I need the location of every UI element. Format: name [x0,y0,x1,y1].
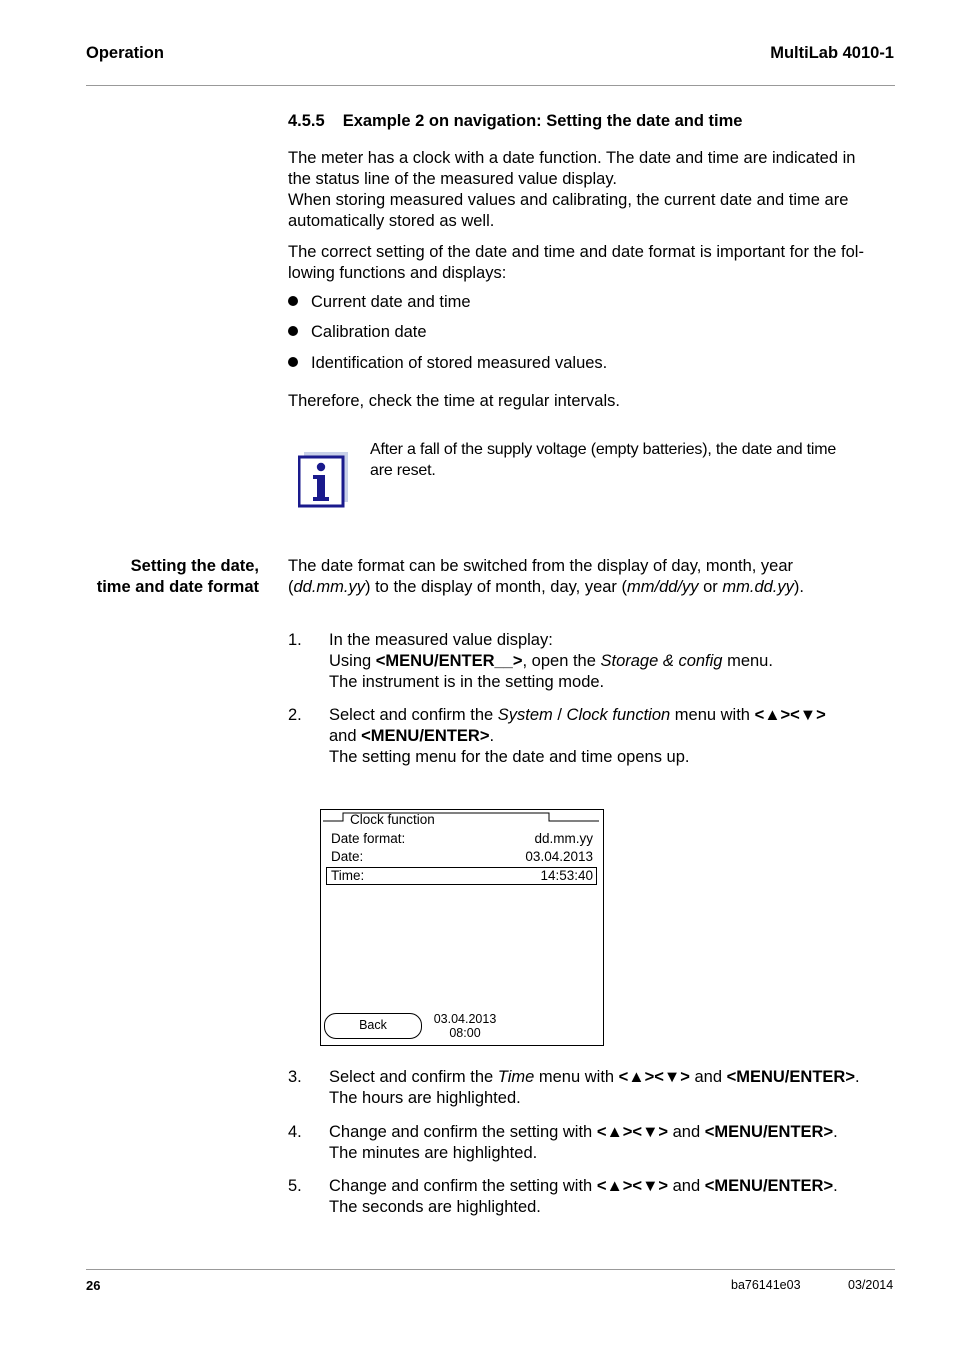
intro-paragraph-1 [288,148,900,232]
setting-label: Time: [331,868,365,883]
menu-name: Clock function [566,706,671,724]
setting-value: 14:53:40 [540,868,593,883]
bullet-item: Calibration date [288,322,427,343]
setting-value: 03.04.2013 [525,849,593,864]
text-line: lowing functions and displays: [288,264,507,282]
key-label: <▲><▼> [596,1123,669,1141]
key-label: <MENU/ENTER> [361,727,490,745]
text-line: The correct setting of the date and time and date format is important for the fol- [288,243,864,261]
side-heading-line: time and date format [96,578,259,596]
side-heading-line: Setting the date, [130,557,259,575]
bullet-item: Identification of stored measured values. [288,353,607,374]
text-line: (dd.mm.yy) to the display of month, day, year (mm/dd/yy or mm.dd.yy). [288,578,804,596]
step-number: 4. [288,1123,302,1141]
text-line: After a fall of the supply voltage (empty batteries), the date and time [370,441,837,458]
bullet-item: Current date and time [288,292,471,313]
side-heading [97,556,259,598]
setting-value: dd.mm.yy [534,831,593,846]
header-divider [86,85,895,86]
menu-name: Time [497,1068,535,1086]
step-number: 3. [288,1068,302,1086]
step-number: 2. [288,706,302,724]
setting-label: Date format: [331,831,406,846]
setting-row-time-selected[interactable] [326,867,597,885]
status-date: 03.04.2013 [433,1012,497,1026]
key-label: <▲><▼> [618,1068,690,1086]
text-line: The hours are highlighted. [329,1089,521,1107]
setting-row-date-format[interactable] [331,830,593,848]
bullet-icon [288,296,298,306]
header-product-name: MultiLab 4010-1 [770,44,894,62]
date-format-paragraph [288,556,900,598]
key-label: <▲><▼> [754,706,826,724]
status-datetime [429,1012,501,1040]
step-number: 1. [288,631,302,649]
intro-paragraph-3: Therefore, check the time at regular intervals. [288,392,620,410]
back-button[interactable]: Back [324,1013,422,1039]
bullet-icon [288,326,298,336]
text-line: The meter has a clock with a date function. The date and time are indicated in [288,149,856,167]
section-number: 4.5.5 [288,112,325,130]
text-line: In the measured value display: [329,631,553,649]
page-number: 26 [86,1278,101,1293]
text-line: automatically stored as well. [288,212,495,230]
text-line: and <MENU/ENTER>. [329,727,495,745]
screen-title: Clock function [350,812,435,827]
text-line: The setting menu for the date and time opens up. [329,748,690,766]
text-line: The instrument is in the setting mode. [329,673,605,691]
text-line: The minutes are highlighted. [329,1144,538,1162]
document-id: ba76141e03 [731,1278,801,1292]
setting-label: Date: [331,849,364,864]
text-line: When storing measured values and calibrating, the current date and time are [288,191,849,209]
text-line: are reset. [370,462,436,479]
text-line: The seconds are highlighted. [329,1198,541,1216]
footer-divider [86,1269,895,1270]
key-label: <MENU/ENTER> [726,1068,855,1086]
text-line: The date format can be switched from the display of day, month, year [288,557,794,575]
text-line: the status line of the measured value display. [288,170,617,188]
key-label: <MENU/ENTER__> [375,652,523,670]
setting-row-date[interactable] [331,848,593,866]
text-line: Select and confirm the System / Clock function menu with <▲><▼> [329,706,826,724]
section-title: Example 2 on navigation: Setting the date and time [342,112,743,130]
section-heading [288,112,742,131]
key-label: <MENU/ENTER> [704,1177,834,1195]
menu-name: System [497,706,553,724]
header-section-title: Operation [86,44,164,62]
info-icon [298,452,344,504]
key-label: <MENU/ENTER> [704,1123,834,1141]
text-line: Select and confirm the Time menu with <▲><▼> and <MENU/ENTER>. [329,1068,860,1086]
key-label: <▲><▼> [596,1177,669,1195]
document-date: 03/2014 [848,1278,894,1292]
status-time: 08:00 [449,1026,481,1040]
clock-function-screen [320,809,604,1046]
info-note-text [370,439,900,481]
text-line: Change and confirm the setting with <▲><▼> and <MENU/ENTER>. [329,1123,838,1141]
text-line: Change and confirm the setting with <▲><▼> and <MENU/ENTER>. [329,1177,838,1195]
step-number: 5. [288,1177,302,1195]
intro-paragraph-2 [288,242,900,284]
menu-name: Storage & config [600,652,723,670]
bullet-icon [288,357,298,367]
text-line: Using <MENU/ENTER__>, open the Storage & config menu. [329,652,773,670]
